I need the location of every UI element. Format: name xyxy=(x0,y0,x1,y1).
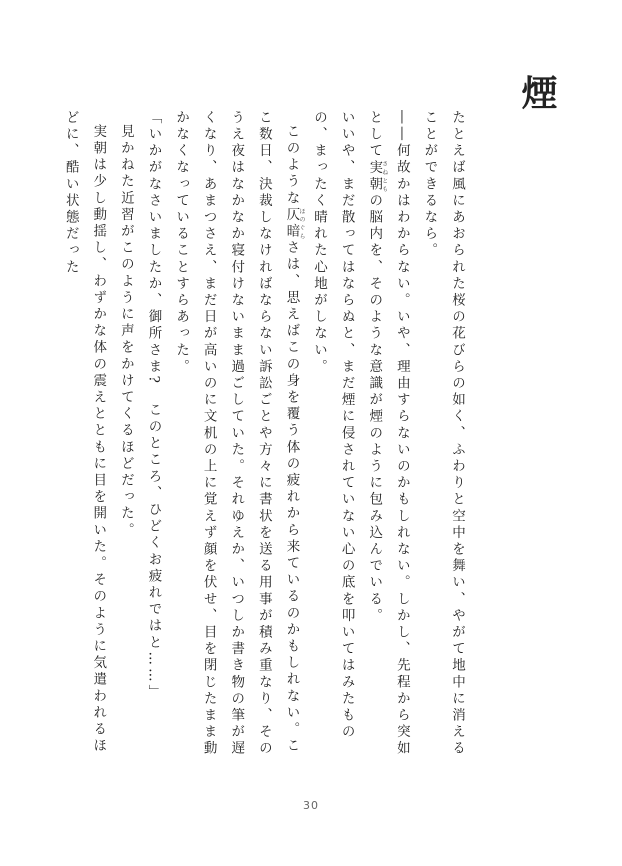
ruby-sanetomo: 実朝さねとも xyxy=(366,159,388,194)
text-segment: いいや、まだ散ってはならぬと、まだ煙に侵されていない心の底を叩いてはみたものの、まったく晴れた心地がしない。 xyxy=(311,110,355,741)
body-text xyxy=(62,110,470,770)
text-segment: ――何故かはわからない。いや、理由すらないのかもしれない。しかし、先程から突如として xyxy=(366,110,410,758)
page-number: 30 xyxy=(303,799,319,812)
paragraph-6 xyxy=(111,110,139,770)
text-segment: 見かねた近習がこのように声をかけてくるほどだった。 xyxy=(117,123,134,539)
paragraph-2 xyxy=(360,110,415,770)
chapter-title: 煙 xyxy=(516,74,558,110)
paragraph-5 xyxy=(139,110,167,770)
ruby-reading: ほのぐら xyxy=(297,206,305,240)
paragraph-4 xyxy=(166,110,304,770)
text-segment: さは、思えばこの身を覆う体の疲れから来ているのかもしれない。ここ数日、決裁しなければならない訴訟ごとや方々に書状を送る用事が積み重なり、そのうえ夜はなかなか寝付けないまま過ごしていた。それゆえか、いつしか書き物の筆が遅くなり、あまつさえ、まだ日が高いのに文机の上に覚えず顔を伏せ、目を閉じたまま動かなくなっていることすらあった。 xyxy=(173,110,300,758)
dialogue-line: 「いかがなさいましたか、御所さま? このところ、ひどくお疲れではと……」 xyxy=(145,110,162,702)
paragraph-1 xyxy=(415,110,470,770)
text-segment: の脳内を、そのような意識が煙のように包み込んでいる。 xyxy=(366,193,383,625)
text-segment: 実朝は少し動揺し、わずかな体の震えとともに目を開いた。そのように気遣われるほどに、酷い状態だった xyxy=(62,110,107,755)
paragraph-3 xyxy=(304,110,359,770)
text-segment: このような xyxy=(283,123,300,207)
ruby-reading: さねとも xyxy=(380,159,388,193)
paragraph-7 xyxy=(56,110,111,770)
ruby-honogura: 仄暗ほのぐら xyxy=(283,206,305,240)
text-segment: たとえば風にあおられた桜の花びらの如く、ふわりと空中を舞い、やがて地中に消えることができるなら。 xyxy=(421,110,465,758)
